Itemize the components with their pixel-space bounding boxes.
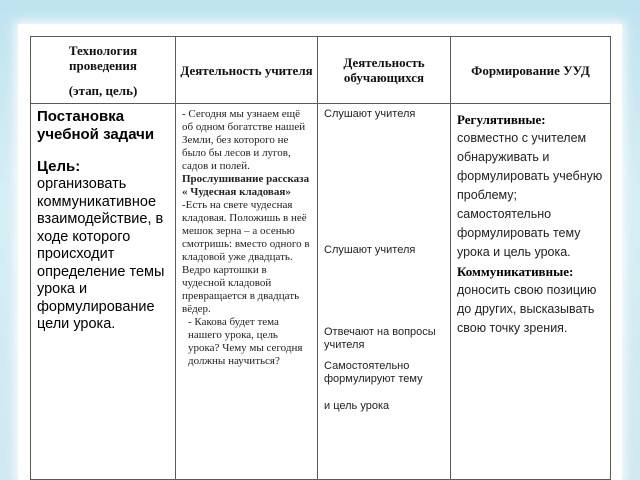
stage-title: Постановка учебной задачи (37, 108, 155, 143)
teacher-story-title: Прослушивание рассказа « Чудесная кладовая» (182, 173, 310, 198)
stage-cell (31, 104, 176, 480)
header-row (31, 37, 611, 104)
students-cell (318, 104, 451, 480)
content-row (31, 104, 611, 480)
students-activity-5: и цель урока (324, 400, 390, 412)
students-activity-2: Слушают учителя (324, 244, 416, 256)
students-activity-3: Отвечают на вопросы учителя (324, 326, 436, 351)
header-students (318, 37, 451, 104)
teacher-intro: - Сегодня мы узнаем ещё об одном богатстве нашей Земли, без которого не было бы лесов и лугов, садов и полей. (182, 108, 306, 172)
teacher-story: -Есть на свете чудесная кладовая. Положишь в неё мешок зерна – а осенью смотришь: вместо одного в кладовой уже двадцать. Ведро картошки в чудесной кладовой превращается в двадцать вёдер. (182, 199, 310, 315)
students-activity-1: Слушают учителя (324, 108, 416, 120)
teacher-question: - Какова будет тема нашего урока, цель урока? Чему мы сегодня должны научиться? (188, 316, 303, 367)
header-teacher (176, 37, 318, 104)
uud-regulatory-label: Регулятивные: (457, 112, 546, 127)
uud-communicative-text: доносить свою позицию до других, высказывать свою точку зрения. (457, 283, 597, 335)
header-uud (451, 37, 611, 104)
goal-label: Цель: (37, 158, 81, 175)
goal-text: организовать коммуникативное взаимодействие, в ходе которого происходит определение темы урока и формулирование цели урока. (37, 176, 165, 332)
lesson-table (30, 36, 611, 480)
header-teacher-title: Деятельность учителя (180, 62, 313, 78)
header-technology-title: Технология проведения (68, 42, 138, 73)
uud-regulatory-text: совместно с учителем обнаруживать и формулировать учебную проблему; самостоятельно формулировать тему урока и цель урока. (457, 131, 603, 259)
uud-cell (451, 104, 611, 480)
students-activity-4: Самостоятельно формулируют тему (324, 360, 423, 385)
header-uud-title: Формирование УУД (471, 62, 590, 78)
teacher-cell (176, 104, 318, 480)
header-technology (31, 37, 176, 104)
header-technology-sub: (этап, цель) (68, 82, 138, 98)
uud-communicative-label: Коммуникативные: (457, 264, 574, 279)
header-students-title: Деятельность обучающихся (343, 55, 425, 85)
